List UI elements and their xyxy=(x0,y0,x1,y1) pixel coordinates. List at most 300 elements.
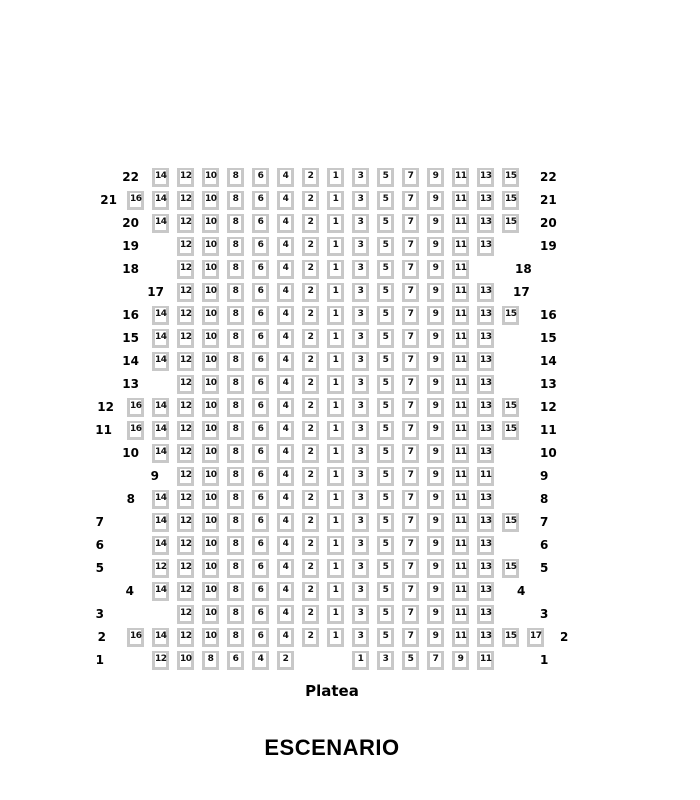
seat-row4-n11-c13[interactable]: 11 xyxy=(452,582,469,601)
seat-row20-n2-c7[interactable]: 2 xyxy=(302,214,319,233)
seat-row5-n10-c3[interactable]: 10 xyxy=(202,559,219,578)
seat-row9-n3-c9[interactable]: 3 xyxy=(352,467,369,486)
seat-row16-n10-c3[interactable]: 10 xyxy=(202,306,219,325)
seat-row5-n11-c13[interactable]: 11 xyxy=(452,559,469,578)
seat-row21-n16-c0[interactable]: 16 xyxy=(127,191,144,210)
seat-row16-n14-c1[interactable]: 14 xyxy=(152,306,169,325)
seat-row14-n13-c14[interactable]: 13 xyxy=(477,352,494,371)
seat-row1-n1-c9[interactable]: 1 xyxy=(352,651,369,670)
seat-row22-n5-c10[interactable]: 5 xyxy=(377,168,394,187)
seat-row5-n12-c2[interactable]: 12 xyxy=(177,559,194,578)
seat-row19-n1-c8[interactable]: 1 xyxy=(327,237,344,256)
seat-row3-n3-c9[interactable]: 3 xyxy=(352,605,369,624)
seat-row15-n14-c1[interactable]: 14 xyxy=(152,329,169,348)
seat-row3-n1-c8[interactable]: 1 xyxy=(327,605,344,624)
seat-row9-n2-c7[interactable]: 2 xyxy=(302,467,319,486)
seat-row3-n13-c14[interactable]: 13 xyxy=(477,605,494,624)
seat-row1-n10-c2[interactable]: 10 xyxy=(177,651,194,670)
seat-row5-n6-c5[interactable]: 6 xyxy=(252,559,269,578)
seat-row15-n13-c14[interactable]: 13 xyxy=(477,329,494,348)
seat-row21-n7-c11[interactable]: 7 xyxy=(402,191,419,210)
seat-row2-n12-c2[interactable]: 12 xyxy=(177,628,194,647)
seat-row20-n1-c8[interactable]: 1 xyxy=(327,214,344,233)
seat-row12-n1-c8[interactable]: 1 xyxy=(327,398,344,417)
seat-row5-n5-c10[interactable]: 5 xyxy=(377,559,394,578)
seat-row5-n1-c8[interactable]: 1 xyxy=(327,559,344,578)
seat-row21-n8-c4[interactable]: 8 xyxy=(227,191,244,210)
seat-row8-n11-c13[interactable]: 11 xyxy=(452,490,469,509)
seat-row2-n17-c16[interactable]: 17 xyxy=(527,628,544,647)
seat-row14-n7-c11[interactable]: 7 xyxy=(402,352,419,371)
seat-row19-n2-c7[interactable]: 2 xyxy=(302,237,319,256)
seat-row12-n16-c0[interactable]: 16 xyxy=(127,398,144,417)
seat-row11-n4-c6[interactable]: 4 xyxy=(277,421,294,440)
seat-row8-n10-c3[interactable]: 10 xyxy=(202,490,219,509)
seat-row17-n1-c8[interactable]: 1 xyxy=(327,283,344,302)
seat-row4-n10-c3[interactable]: 10 xyxy=(202,582,219,601)
seat-row10-n4-c6[interactable]: 4 xyxy=(277,444,294,463)
seat-row10-n12-c2[interactable]: 12 xyxy=(177,444,194,463)
seat-row10-n13-c14[interactable]: 13 xyxy=(477,444,494,463)
seat-row12-n5-c10[interactable]: 5 xyxy=(377,398,394,417)
seat-row21-n11-c13[interactable]: 11 xyxy=(452,191,469,210)
seat-row20-n3-c9[interactable]: 3 xyxy=(352,214,369,233)
seat-row18-n2-c7[interactable]: 2 xyxy=(302,260,319,279)
seat-row19-n12-c2[interactable]: 12 xyxy=(177,237,194,256)
seat-row10-n10-c3[interactable]: 10 xyxy=(202,444,219,463)
seat-row9-n5-c10[interactable]: 5 xyxy=(377,467,394,486)
seat-row10-n1-c8[interactable]: 1 xyxy=(327,444,344,463)
seat-row17-n3-c9[interactable]: 3 xyxy=(352,283,369,302)
seat-row15-n8-c4[interactable]: 8 xyxy=(227,329,244,348)
seat-row3-n11-c13[interactable]: 11 xyxy=(452,605,469,624)
seat-row22-n10-c3[interactable]: 10 xyxy=(202,168,219,187)
seat-row4-n2-c7[interactable]: 2 xyxy=(302,582,319,601)
seat-row11-n16-c0[interactable]: 16 xyxy=(127,421,144,440)
seat-row2-n15-c15[interactable]: 15 xyxy=(502,628,519,647)
seat-row15-n2-c7[interactable]: 2 xyxy=(302,329,319,348)
seat-row21-n2-c7[interactable]: 2 xyxy=(302,191,319,210)
seat-row2-n14-c1[interactable]: 14 xyxy=(152,628,169,647)
seat-row16-n4-c6[interactable]: 4 xyxy=(277,306,294,325)
seat-row6-n1-c8[interactable]: 1 xyxy=(327,536,344,555)
seat-row10-n8-c4[interactable]: 8 xyxy=(227,444,244,463)
seat-row13-n8-c4[interactable]: 8 xyxy=(227,375,244,394)
seat-row21-n5-c10[interactable]: 5 xyxy=(377,191,394,210)
seat-row13-n11-c13[interactable]: 11 xyxy=(452,375,469,394)
seat-row17-n9-c12[interactable]: 9 xyxy=(427,283,444,302)
seat-row20-n10-c3[interactable]: 10 xyxy=(202,214,219,233)
seat-row18-n8-c4[interactable]: 8 xyxy=(227,260,244,279)
seat-row9-n8-c4[interactable]: 8 xyxy=(227,467,244,486)
seat-row22-n8-c4[interactable]: 8 xyxy=(227,168,244,187)
seat-row17-n6-c5[interactable]: 6 xyxy=(252,283,269,302)
seat-row15-n6-c5[interactable]: 6 xyxy=(252,329,269,348)
seat-row19-n8-c4[interactable]: 8 xyxy=(227,237,244,256)
seat-row9-n10-c3[interactable]: 10 xyxy=(202,467,219,486)
seat-row8-n3-c9[interactable]: 3 xyxy=(352,490,369,509)
seat-row8-n4-c6[interactable]: 4 xyxy=(277,490,294,509)
seat-row14-n2-c7[interactable]: 2 xyxy=(302,352,319,371)
seat-row22-n14-c1[interactable]: 14 xyxy=(152,168,169,187)
seat-row4-n14-c1[interactable]: 14 xyxy=(152,582,169,601)
seat-row9-n11-c14[interactable]: 11 xyxy=(477,467,494,486)
seat-row14-n9-c12[interactable]: 9 xyxy=(427,352,444,371)
seat-row7-n9-c12[interactable]: 9 xyxy=(427,513,444,532)
seat-row16-n12-c2[interactable]: 12 xyxy=(177,306,194,325)
seat-row2-n6-c5[interactable]: 6 xyxy=(252,628,269,647)
seat-row8-n12-c2[interactable]: 12 xyxy=(177,490,194,509)
seat-row14-n1-c8[interactable]: 1 xyxy=(327,352,344,371)
seat-row7-n12-c2[interactable]: 12 xyxy=(177,513,194,532)
seat-row1-n2-c6[interactable]: 2 xyxy=(277,651,294,670)
seat-row15-n3-c9[interactable]: 3 xyxy=(352,329,369,348)
seat-row19-n3-c9[interactable]: 3 xyxy=(352,237,369,256)
seat-row16-n6-c5[interactable]: 6 xyxy=(252,306,269,325)
seat-row10-n7-c11[interactable]: 7 xyxy=(402,444,419,463)
seat-row12-n10-c3[interactable]: 10 xyxy=(202,398,219,417)
seat-row1-n4-c5[interactable]: 4 xyxy=(252,651,269,670)
seat-row15-n9-c12[interactable]: 9 xyxy=(427,329,444,348)
seat-row16-n5-c10[interactable]: 5 xyxy=(377,306,394,325)
seat-row13-n12-c2[interactable]: 12 xyxy=(177,375,194,394)
seat-row2-n8-c4[interactable]: 8 xyxy=(227,628,244,647)
seat-row18-n1-c8[interactable]: 1 xyxy=(327,260,344,279)
seat-row2-n9-c12[interactable]: 9 xyxy=(427,628,444,647)
seat-row4-n7-c11[interactable]: 7 xyxy=(402,582,419,601)
seat-row5-n9-c12[interactable]: 9 xyxy=(427,559,444,578)
seat-row3-n10-c3[interactable]: 10 xyxy=(202,605,219,624)
seat-row19-n13-c14[interactable]: 13 xyxy=(477,237,494,256)
seat-row9-n11-c13[interactable]: 11 xyxy=(452,467,469,486)
seat-row22-n11-c13[interactable]: 11 xyxy=(452,168,469,187)
seat-row10-n2-c7[interactable]: 2 xyxy=(302,444,319,463)
seat-row10-n3-c9[interactable]: 3 xyxy=(352,444,369,463)
seat-row4-n4-c6[interactable]: 4 xyxy=(277,582,294,601)
seat-row15-n5-c10[interactable]: 5 xyxy=(377,329,394,348)
seat-row14-n11-c13[interactable]: 11 xyxy=(452,352,469,371)
seat-row19-n4-c6[interactable]: 4 xyxy=(277,237,294,256)
seat-row16-n15-c15[interactable]: 15 xyxy=(502,306,519,325)
seat-row4-n6-c5[interactable]: 6 xyxy=(252,582,269,601)
seat-row6-n12-c2[interactable]: 12 xyxy=(177,536,194,555)
seat-row20-n7-c11[interactable]: 7 xyxy=(402,214,419,233)
seat-row11-n8-c4[interactable]: 8 xyxy=(227,421,244,440)
seat-row7-n15-c15[interactable]: 15 xyxy=(502,513,519,532)
seat-row13-n4-c6[interactable]: 4 xyxy=(277,375,294,394)
seat-row10-n14-c1[interactable]: 14 xyxy=(152,444,169,463)
seat-row22-n6-c5[interactable]: 6 xyxy=(252,168,269,187)
seat-row20-n6-c5[interactable]: 6 xyxy=(252,214,269,233)
seat-row19-n11-c13[interactable]: 11 xyxy=(452,237,469,256)
seat-row6-n10-c3[interactable]: 10 xyxy=(202,536,219,555)
seat-row1-n9-c13[interactable]: 9 xyxy=(452,651,469,670)
seat-row12-n9-c12[interactable]: 9 xyxy=(427,398,444,417)
seat-row13-n1-c8[interactable]: 1 xyxy=(327,375,344,394)
seat-row21-n15-c15[interactable]: 15 xyxy=(502,191,519,210)
seat-row6-n9-c12[interactable]: 9 xyxy=(427,536,444,555)
seat-row22-n4-c6[interactable]: 4 xyxy=(277,168,294,187)
seat-row5-n3-c9[interactable]: 3 xyxy=(352,559,369,578)
seat-row5-n2-c7[interactable]: 2 xyxy=(302,559,319,578)
seat-row7-n14-c1[interactable]: 14 xyxy=(152,513,169,532)
seat-row21-n13-c14[interactable]: 13 xyxy=(477,191,494,210)
seat-row8-n5-c10[interactable]: 5 xyxy=(377,490,394,509)
seat-row6-n4-c6[interactable]: 4 xyxy=(277,536,294,555)
seat-row7-n1-c8[interactable]: 1 xyxy=(327,513,344,532)
seat-row2-n13-c14[interactable]: 13 xyxy=(477,628,494,647)
seat-row16-n13-c14[interactable]: 13 xyxy=(477,306,494,325)
seat-row5-n12-c1[interactable]: 12 xyxy=(152,559,169,578)
seat-row9-n9-c12[interactable]: 9 xyxy=(427,467,444,486)
seat-row11-n7-c11[interactable]: 7 xyxy=(402,421,419,440)
seat-row10-n5-c10[interactable]: 5 xyxy=(377,444,394,463)
seat-row2-n2-c7[interactable]: 2 xyxy=(302,628,319,647)
seat-row7-n3-c9[interactable]: 3 xyxy=(352,513,369,532)
seat-row6-n7-c11[interactable]: 7 xyxy=(402,536,419,555)
seat-row16-n1-c8[interactable]: 1 xyxy=(327,306,344,325)
seat-row4-n9-c12[interactable]: 9 xyxy=(427,582,444,601)
seat-row17-n8-c4[interactable]: 8 xyxy=(227,283,244,302)
seat-row17-n7-c11[interactable]: 7 xyxy=(402,283,419,302)
seat-row8-n1-c8[interactable]: 1 xyxy=(327,490,344,509)
seat-row3-n9-c12[interactable]: 9 xyxy=(427,605,444,624)
seat-row4-n3-c9[interactable]: 3 xyxy=(352,582,369,601)
seat-row16-n9-c12[interactable]: 9 xyxy=(427,306,444,325)
seat-row11-n3-c9[interactable]: 3 xyxy=(352,421,369,440)
seat-row1-n12-c1[interactable]: 12 xyxy=(152,651,169,670)
seat-row13-n10-c3[interactable]: 10 xyxy=(202,375,219,394)
seat-row4-n5-c10[interactable]: 5 xyxy=(377,582,394,601)
seat-row22-n13-c14[interactable]: 13 xyxy=(477,168,494,187)
seat-row2-n11-c13[interactable]: 11 xyxy=(452,628,469,647)
seat-row9-n1-c8[interactable]: 1 xyxy=(327,467,344,486)
seat-row2-n5-c10[interactable]: 5 xyxy=(377,628,394,647)
seat-row1-n7-c12[interactable]: 7 xyxy=(427,651,444,670)
seat-row17-n13-c14[interactable]: 13 xyxy=(477,283,494,302)
seat-row13-n3-c9[interactable]: 3 xyxy=(352,375,369,394)
seat-row17-n10-c3[interactable]: 10 xyxy=(202,283,219,302)
seat-row5-n13-c14[interactable]: 13 xyxy=(477,559,494,578)
seat-row22-n7-c11[interactable]: 7 xyxy=(402,168,419,187)
seat-row20-n11-c13[interactable]: 11 xyxy=(452,214,469,233)
seat-row2-n7-c11[interactable]: 7 xyxy=(402,628,419,647)
seat-row13-n7-c11[interactable]: 7 xyxy=(402,375,419,394)
seat-row16-n3-c9[interactable]: 3 xyxy=(352,306,369,325)
seat-row7-n8-c4[interactable]: 8 xyxy=(227,513,244,532)
seat-row10-n9-c12[interactable]: 9 xyxy=(427,444,444,463)
seat-row11-n6-c5[interactable]: 6 xyxy=(252,421,269,440)
seat-row11-n5-c10[interactable]: 5 xyxy=(377,421,394,440)
seat-row1-n11-c14[interactable]: 11 xyxy=(477,651,494,670)
seat-row14-n8-c4[interactable]: 8 xyxy=(227,352,244,371)
seat-row13-n13-c14[interactable]: 13 xyxy=(477,375,494,394)
seat-row21-n4-c6[interactable]: 4 xyxy=(277,191,294,210)
seat-row10-n6-c5[interactable]: 6 xyxy=(252,444,269,463)
seat-row21-n1-c8[interactable]: 1 xyxy=(327,191,344,210)
seat-row14-n5-c10[interactable]: 5 xyxy=(377,352,394,371)
seat-row8-n13-c14[interactable]: 13 xyxy=(477,490,494,509)
seat-row19-n10-c3[interactable]: 10 xyxy=(202,237,219,256)
seat-row10-n11-c13[interactable]: 11 xyxy=(452,444,469,463)
seat-row6-n3-c9[interactable]: 3 xyxy=(352,536,369,555)
seat-row12-n8-c4[interactable]: 8 xyxy=(227,398,244,417)
seat-row6-n13-c14[interactable]: 13 xyxy=(477,536,494,555)
seat-row20-n5-c10[interactable]: 5 xyxy=(377,214,394,233)
seat-row12-n13-c14[interactable]: 13 xyxy=(477,398,494,417)
seat-row20-n12-c2[interactable]: 12 xyxy=(177,214,194,233)
seat-row11-n2-c7[interactable]: 2 xyxy=(302,421,319,440)
seat-row15-n4-c6[interactable]: 4 xyxy=(277,329,294,348)
seat-row9-n12-c2[interactable]: 12 xyxy=(177,467,194,486)
seat-row15-n12-c2[interactable]: 12 xyxy=(177,329,194,348)
seat-row6-n6-c5[interactable]: 6 xyxy=(252,536,269,555)
seat-row1-n6-c4[interactable]: 6 xyxy=(227,651,244,670)
seat-row3-n2-c7[interactable]: 2 xyxy=(302,605,319,624)
seat-row11-n14-c1[interactable]: 14 xyxy=(152,421,169,440)
seat-row22-n15-c15[interactable]: 15 xyxy=(502,168,519,187)
seat-row22-n3-c9[interactable]: 3 xyxy=(352,168,369,187)
seat-row20-n9-c12[interactable]: 9 xyxy=(427,214,444,233)
seat-row11-n1-c8[interactable]: 1 xyxy=(327,421,344,440)
seat-row17-n12-c2[interactable]: 12 xyxy=(177,283,194,302)
seat-row20-n4-c6[interactable]: 4 xyxy=(277,214,294,233)
seat-row21-n14-c1[interactable]: 14 xyxy=(152,191,169,210)
seat-row4-n8-c4[interactable]: 8 xyxy=(227,582,244,601)
seat-row11-n12-c2[interactable]: 12 xyxy=(177,421,194,440)
seat-row7-n6-c5[interactable]: 6 xyxy=(252,513,269,532)
seat-row14-n3-c9[interactable]: 3 xyxy=(352,352,369,371)
seat-row5-n7-c11[interactable]: 7 xyxy=(402,559,419,578)
seat-row12-n15-c15[interactable]: 15 xyxy=(502,398,519,417)
seat-row14-n10-c3[interactable]: 10 xyxy=(202,352,219,371)
seat-row13-n9-c12[interactable]: 9 xyxy=(427,375,444,394)
seat-row8-n8-c4[interactable]: 8 xyxy=(227,490,244,509)
seat-row20-n13-c14[interactable]: 13 xyxy=(477,214,494,233)
seat-row6-n11-c13[interactable]: 11 xyxy=(452,536,469,555)
seat-row8-n6-c5[interactable]: 6 xyxy=(252,490,269,509)
seat-row8-n2-c7[interactable]: 2 xyxy=(302,490,319,509)
seat-row6-n14-c1[interactable]: 14 xyxy=(152,536,169,555)
seat-row19-n9-c12[interactable]: 9 xyxy=(427,237,444,256)
seat-row15-n10-c3[interactable]: 10 xyxy=(202,329,219,348)
seat-row22-n9-c12[interactable]: 9 xyxy=(427,168,444,187)
seat-row18-n10-c3[interactable]: 10 xyxy=(202,260,219,279)
seat-row18-n11-c13[interactable]: 11 xyxy=(452,260,469,279)
seat-row7-n2-c7[interactable]: 2 xyxy=(302,513,319,532)
seat-row6-n8-c4[interactable]: 8 xyxy=(227,536,244,555)
seat-row22-n1-c8[interactable]: 1 xyxy=(327,168,344,187)
seat-row12-n12-c2[interactable]: 12 xyxy=(177,398,194,417)
seat-row17-n2-c7[interactable]: 2 xyxy=(302,283,319,302)
seat-row13-n5-c10[interactable]: 5 xyxy=(377,375,394,394)
seat-row4-n13-c14[interactable]: 13 xyxy=(477,582,494,601)
seat-row7-n13-c14[interactable]: 13 xyxy=(477,513,494,532)
seat-row4-n1-c8[interactable]: 1 xyxy=(327,582,344,601)
seat-row14-n4-c6[interactable]: 4 xyxy=(277,352,294,371)
seat-row8-n9-c12[interactable]: 9 xyxy=(427,490,444,509)
seat-row3-n4-c6[interactable]: 4 xyxy=(277,605,294,624)
seat-row15-n11-c13[interactable]: 11 xyxy=(452,329,469,348)
seat-row7-n5-c10[interactable]: 5 xyxy=(377,513,394,532)
seat-row3-n5-c10[interactable]: 5 xyxy=(377,605,394,624)
seat-row18-n6-c5[interactable]: 6 xyxy=(252,260,269,279)
seat-row11-n13-c14[interactable]: 13 xyxy=(477,421,494,440)
seat-row12-n11-c13[interactable]: 11 xyxy=(452,398,469,417)
seat-row5-n4-c6[interactable]: 4 xyxy=(277,559,294,578)
seat-row7-n10-c3[interactable]: 10 xyxy=(202,513,219,532)
seat-row14-n14-c1[interactable]: 14 xyxy=(152,352,169,371)
seat-row9-n7-c11[interactable]: 7 xyxy=(402,467,419,486)
seat-row7-n7-c11[interactable]: 7 xyxy=(402,513,419,532)
seat-row20-n14-c1[interactable]: 14 xyxy=(152,214,169,233)
seat-row4-n12-c2[interactable]: 12 xyxy=(177,582,194,601)
seat-row18-n12-c2[interactable]: 12 xyxy=(177,260,194,279)
seat-row1-n5-c11[interactable]: 5 xyxy=(402,651,419,670)
seat-row19-n5-c10[interactable]: 5 xyxy=(377,237,394,256)
seat-row9-n4-c6[interactable]: 4 xyxy=(277,467,294,486)
seat-row17-n4-c6[interactable]: 4 xyxy=(277,283,294,302)
seat-row21-n3-c9[interactable]: 3 xyxy=(352,191,369,210)
seat-row18-n3-c9[interactable]: 3 xyxy=(352,260,369,279)
seat-row1-n8-c3[interactable]: 8 xyxy=(202,651,219,670)
seat-row21-n12-c2[interactable]: 12 xyxy=(177,191,194,210)
seat-row2-n3-c9[interactable]: 3 xyxy=(352,628,369,647)
seat-row5-n15-c15[interactable]: 15 xyxy=(502,559,519,578)
seat-row8-n14-c1[interactable]: 14 xyxy=(152,490,169,509)
seat-row2-n4-c6[interactable]: 4 xyxy=(277,628,294,647)
seat-row1-n3-c10[interactable]: 3 xyxy=(377,651,394,670)
seat-row19-n7-c11[interactable]: 7 xyxy=(402,237,419,256)
seat-row16-n7-c11[interactable]: 7 xyxy=(402,306,419,325)
seat-row11-n15-c15[interactable]: 15 xyxy=(502,421,519,440)
seat-row19-n6-c5[interactable]: 6 xyxy=(252,237,269,256)
seat-row22-n12-c2[interactable]: 12 xyxy=(177,168,194,187)
seat-row20-n8-c4[interactable]: 8 xyxy=(227,214,244,233)
seat-row17-n5-c10[interactable]: 5 xyxy=(377,283,394,302)
seat-row3-n6-c5[interactable]: 6 xyxy=(252,605,269,624)
seat-row18-n9-c12[interactable]: 9 xyxy=(427,260,444,279)
seat-row11-n9-c12[interactable]: 9 xyxy=(427,421,444,440)
seat-row12-n14-c1[interactable]: 14 xyxy=(152,398,169,417)
seat-row18-n5-c10[interactable]: 5 xyxy=(377,260,394,279)
seat-row16-n8-c4[interactable]: 8 xyxy=(227,306,244,325)
seat-row2-n1-c8[interactable]: 1 xyxy=(327,628,344,647)
seat-row17-n11-c13[interactable]: 11 xyxy=(452,283,469,302)
seat-row3-n7-c11[interactable]: 7 xyxy=(402,605,419,624)
seat-row12-n2-c7[interactable]: 2 xyxy=(302,398,319,417)
seat-row18-n4-c6[interactable]: 4 xyxy=(277,260,294,279)
seat-row8-n7-c11[interactable]: 7 xyxy=(402,490,419,509)
seat-row3-n12-c2[interactable]: 12 xyxy=(177,605,194,624)
seat-row21-n10-c3[interactable]: 10 xyxy=(202,191,219,210)
seat-row3-n8-c4[interactable]: 8 xyxy=(227,605,244,624)
seat-row14-n6-c5[interactable]: 6 xyxy=(252,352,269,371)
seat-row6-n5-c10[interactable]: 5 xyxy=(377,536,394,555)
seat-row22-n2-c7[interactable]: 2 xyxy=(302,168,319,187)
seat-row7-n4-c6[interactable]: 4 xyxy=(277,513,294,532)
seat-row16-n11-c13[interactable]: 11 xyxy=(452,306,469,325)
seat-row21-n9-c12[interactable]: 9 xyxy=(427,191,444,210)
seat-row12-n7-c11[interactable]: 7 xyxy=(402,398,419,417)
seat-row13-n6-c5[interactable]: 6 xyxy=(252,375,269,394)
seat-row7-n11-c13[interactable]: 11 xyxy=(452,513,469,532)
seat-row16-n2-c7[interactable]: 2 xyxy=(302,306,319,325)
seat-row15-n7-c11[interactable]: 7 xyxy=(402,329,419,348)
seat-row5-n8-c4[interactable]: 8 xyxy=(227,559,244,578)
seat-row12-n6-c5[interactable]: 6 xyxy=(252,398,269,417)
seat-row11-n11-c13[interactable]: 11 xyxy=(452,421,469,440)
